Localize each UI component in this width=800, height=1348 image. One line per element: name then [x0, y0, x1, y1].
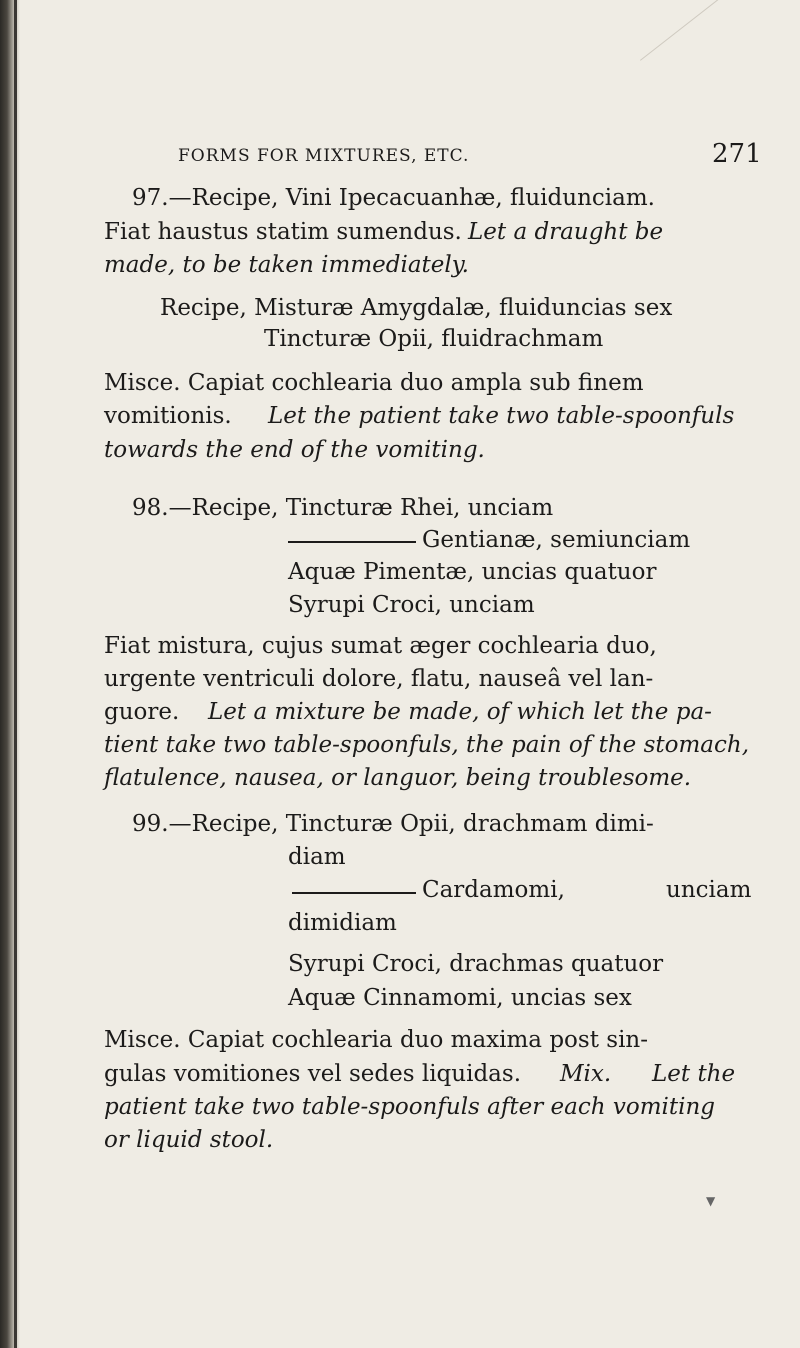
recipe-97-translation-2: made, to be taken immediately. [104, 252, 469, 278]
recipe-97-line-4: Tincturæ Opii, fluidrachmam [264, 326, 604, 352]
recipe-98-line-6: urgente ventriculi dolore, flatu, nauseâ vel lan- [104, 666, 654, 692]
recipe-98-line-2: Gentianæ, semiunciam [422, 527, 691, 553]
recipe-97-translation-4: towards the end of the vomiting. [104, 437, 485, 463]
ditto-rule [288, 541, 416, 543]
recipe-97-line-1: 97.—Recipe, Vini Ipecacuanhæ, fluidunciam. [132, 185, 655, 211]
running-header: FORMS FOR MIXTURES, ETC. [178, 146, 470, 166]
recipe-99-translation-2: Let the [652, 1061, 736, 1087]
ditto-rule [292, 892, 416, 894]
recipe-99-translation-4: or liquid stool. [104, 1127, 274, 1153]
page-number: 271 [712, 139, 762, 169]
recipe-99-translation-3: patient take two table-spoonfuls after each vomiting [104, 1094, 716, 1120]
ink-speck: ▼ [706, 1194, 716, 1208]
binding-gutter [0, 0, 20, 1348]
recipe-97-line-3: Recipe, Misturæ Amygdalæ, fluiduncias sex [160, 295, 673, 321]
page-fold-line [640, 0, 735, 61]
recipe-97-translation-1: Let a draught be [468, 219, 664, 245]
recipe-99-line-8: Misce. Capiat cochlearia duo maxima post sin- [104, 1027, 649, 1053]
recipe-98-translation-3: flatulence, nausea, or languor, being troublesome. [104, 765, 692, 791]
recipe-99-line-5: dimidiam [288, 910, 397, 936]
recipe-99-line-3: Cardamomi, [422, 877, 565, 903]
recipe-98-line-4: Syrupi Croci, unciam [288, 592, 535, 618]
recipe-97-translation-3: Let the patient take two table-spoonfuls [268, 403, 735, 429]
recipe-98-line-5: Fiat mistura, cujus sumat æger cochlearia duo, [104, 633, 657, 659]
recipe-98-line-3: Aquæ Pimentæ, uncias quatuor [288, 559, 657, 585]
recipe-99-line-7: Aquæ Cinnamomi, uncias sex [288, 985, 632, 1011]
recipe-99-line-1: 99.—Recipe, Tincturæ Opii, drachmam dimi- [132, 811, 654, 837]
recipe-98-translation-2: tient take two table-spoonfuls, the pain of the stomach, [104, 732, 749, 758]
recipe-98-line-7: guore. [104, 699, 180, 725]
recipe-97-line-6: vomitionis. [104, 403, 232, 429]
gutter-edge [14, 0, 17, 1348]
recipe-99-translation-1: Mix. [560, 1061, 612, 1087]
recipe-98-line-1: 98.—Recipe, Tincturæ Rhei, unciam [132, 495, 554, 521]
recipe-99-line-4: unciam [666, 877, 752, 903]
recipe-97-line-5: Misce. Capiat cochlearia duo ampla sub finem [104, 370, 644, 396]
recipe-99-line-2: diam [288, 844, 346, 870]
recipe-99-line-9: gulas vomitiones vel sedes liquidas. [104, 1061, 521, 1087]
recipe-97-line-2: Fiat haustus statim sumendus. [104, 219, 462, 245]
recipe-99-line-6: Syrupi Croci, drachmas quatuor [288, 951, 664, 977]
recipe-98-translation-1: Let a mixture be made, of which let the pa- [208, 699, 712, 725]
